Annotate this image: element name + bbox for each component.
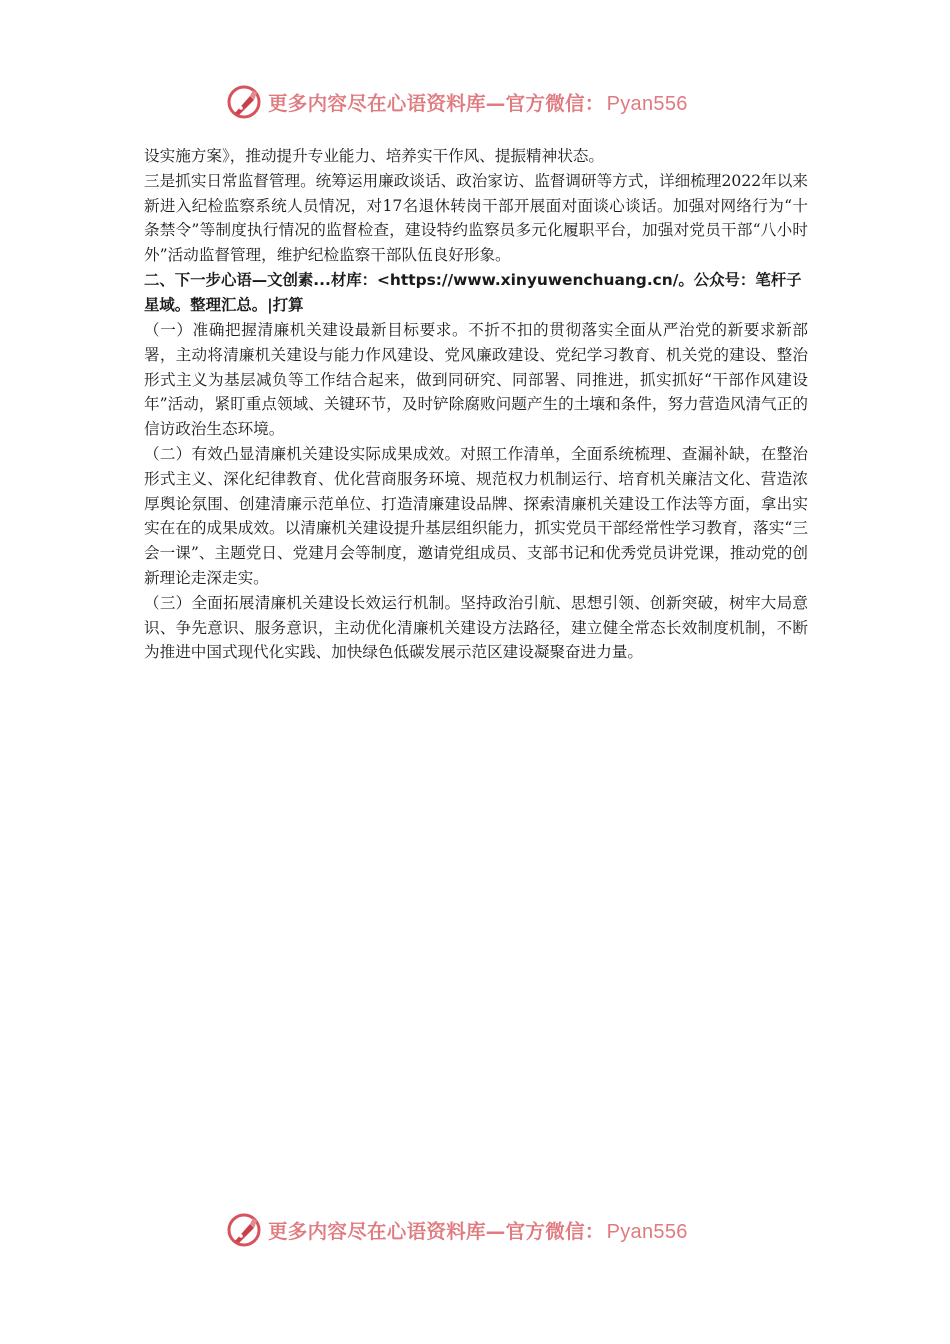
document-body: [144, 144, 808, 665]
paragraph-item-3: （三）全面拓展清廉机关建设长效运行机制。坚持政治引航、思想引领、创新突破，树牢大局意识、争先意识、服务意识，主动优化清廉机关建设方法路径，建立健全常态长效制度机制，不断为推进中国式现代化实践、加快绿色低碳发展示范区建设凝聚奋进力量。: [144, 593, 808, 662]
paragraph-item-1: （一）准确把握清廉机关建设最新目标要求。不折不扣的贯彻落实全面从严治党的新要求新部署，主动将清廉机关建设与能力作风建设、党风廉政建设、党纪学习教育、机关党的建设、整治形式主义为基层减负等工作结合起来，做到同研究、同部署、同推进，抓实抓好“干部作风建设年”活动，紧盯重点领域、关键环节，及时铲除腐败问题产生的土壤和条件，努力营造风清气正的信访政治生态环境。: [144, 320, 808, 439]
section-heading-next-steps: 二、下一步心语—文创素...材库：<https://www.xinyuwenchuang.cn/。公众号：笔杆子星域。整理汇总。|打算: [144, 270, 802, 314]
paragraph-item-2: （二）有效凸显清廉机关建设实际成果成效。对照工作清单，全面系统梳理、查漏补缺，在整治形式主义、深化纪律教育、优化营商服务环境、规范权力机制运行、培育机关廉洁文化、营造浓厚舆论氛围、创建清廉示范单位、打造清廉建设品牌、探索清廉机关建设工作法等方面，拿出实实在在的成果成效。以清廉机关建设提升基层组织能力，抓实党员干部经常性学习教育，落实“三会一课”、主题党日、党建月会等制度，邀请党组成员、支部书记和优秀党员讲党课，推动党的创新理论走深走实。: [144, 444, 808, 587]
pen-nib-circle-icon: [226, 84, 262, 120]
watermark-prefix: 更多内容尽在心语资料库—官方微信：: [268, 92, 605, 115]
paragraph-continuation: 设实施方案》，推动提升专业能力、培养实干作风、提振精神状态。: [144, 147, 605, 165]
watermark-text: [268, 88, 688, 116]
pen-nib-circle-icon: [226, 1212, 262, 1248]
paragraph-supervision: 三是抓实日常监督管理。统筹运用廉政谈话、政治家访、监督调研等方式，详细梳理2022年以来新进入纪检监察系统人员情况，对17名退休转岗干部开展面对面谈心谈话。加强对网络行为“十条禁令”等制度执行情况的监督检查，建设特约监察员多元化履职平台，加强对党员干部“八小时外”活动监督管理，维护纪检监察干部队伍良好形象。: [144, 171, 808, 265]
watermark-text: [268, 1216, 688, 1244]
watermark-banner-bottom: [226, 1210, 746, 1250]
watermark-wechat-id: Pyan556: [606, 1221, 688, 1243]
watermark-banner-top: [226, 82, 746, 122]
watermark-prefix: 更多内容尽在心语资料库—官方微信：: [268, 1220, 605, 1243]
watermark-wechat-id: Pyan556: [606, 93, 688, 115]
